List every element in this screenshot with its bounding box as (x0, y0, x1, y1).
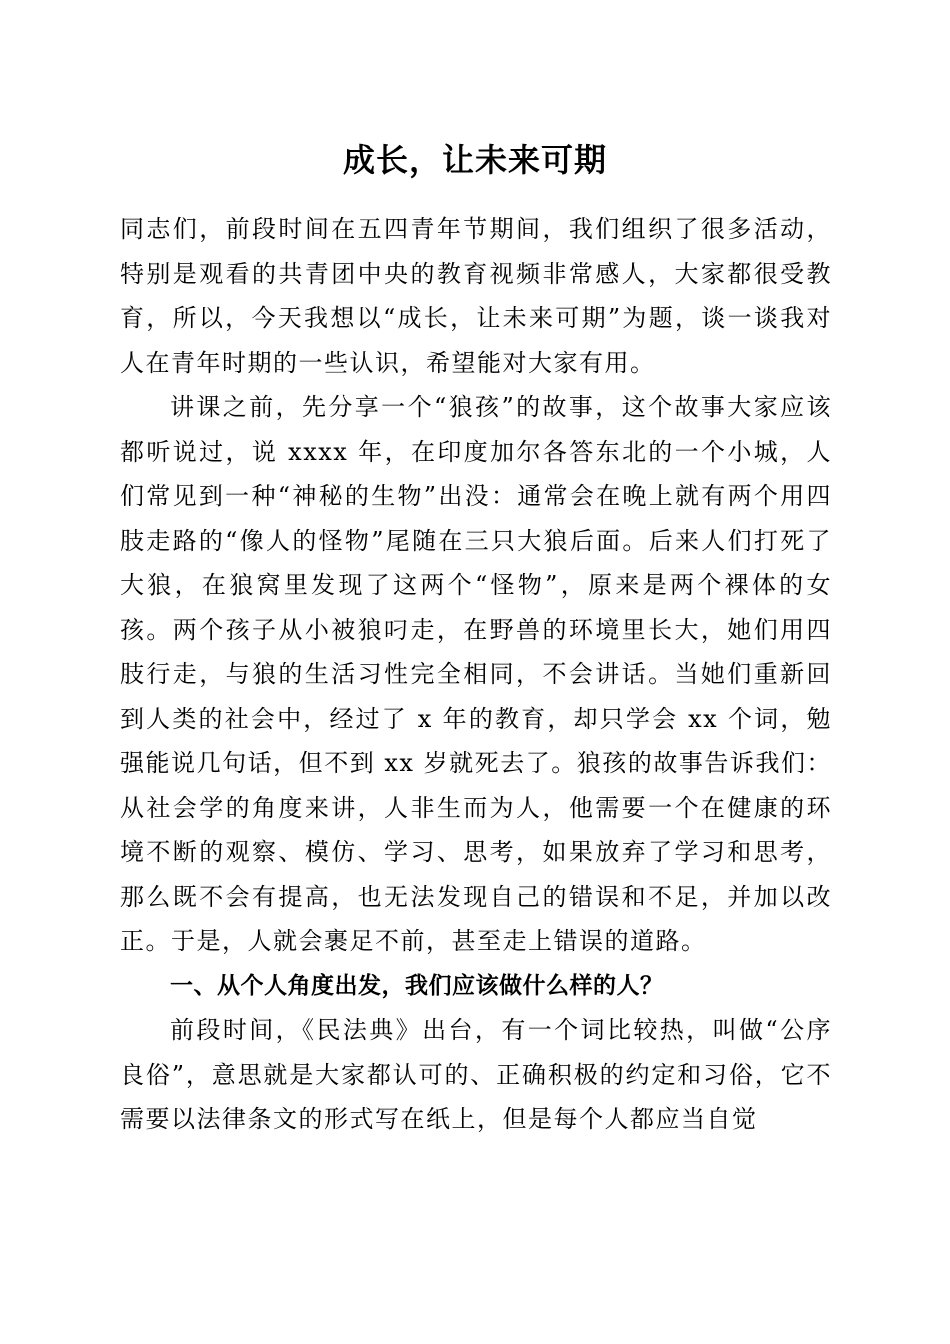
paragraph-wolf-child-story: 讲课之前，先分享一个“狼孩”的故事，这个故事大家应该都听说过，说 xxxx 年，在印度加尔各答东北的一个小城，人们常见到一种“神秘的生物”出没：通常会在晚上就有两个用四肢走路的“像人的怪物”尾随在三只大狼后面。后来人们打死了大狼，在狼窝里发现了这两个“怪物”，原来是两个裸体的女孩。两个孩子从小被狼叼走，在野兽的环境里长大，她们用四肢行走，与狼的生活习性完全相同，不会讲话。当她们重新回到人类的社会中，经过了 x 年的教育，却只学会 xx 个词，勉强能说几句话，但不到 xx 岁就死去了。狼孩的故事告诉我们：从社会学的角度来讲，人非生而为人，他需要一个在健康的环境不断的观察、模仿、学习、思考，如果放弃了学习和思考，那么既不会有提高，也无法发现自己的错误和不足，并加以改正。于是，人就会裹足不前，甚至走上错误的道路。 (120, 393, 832, 955)
section-heading-1: 一、从个人角度出发，我们应该做什么样的人？ (170, 972, 664, 999)
document-body (120, 207, 832, 1142)
document-title: 成长，让未来可期 (342, 141, 607, 179)
paragraph-intro: 同志们，前段时间在五四青年节期间，我们组织了很多活动，特别是观看的共青团中央的教育视频非常感人，大家都很受教育，所以，今天我想以“成长，让未来可期”为题，谈一谈我对人在青年时期的一些认识，希望能对大家有用。 (120, 215, 832, 377)
paragraph-civil-code: 前段时间，《民法典》出台，有一个词比较热，叫做“公序良俗”，意思就是大家都认可的、正确积极的约定和习俗，它不需要以法律条文的形式写在纸上，但是每个人都应当自觉 (120, 1016, 832, 1133)
